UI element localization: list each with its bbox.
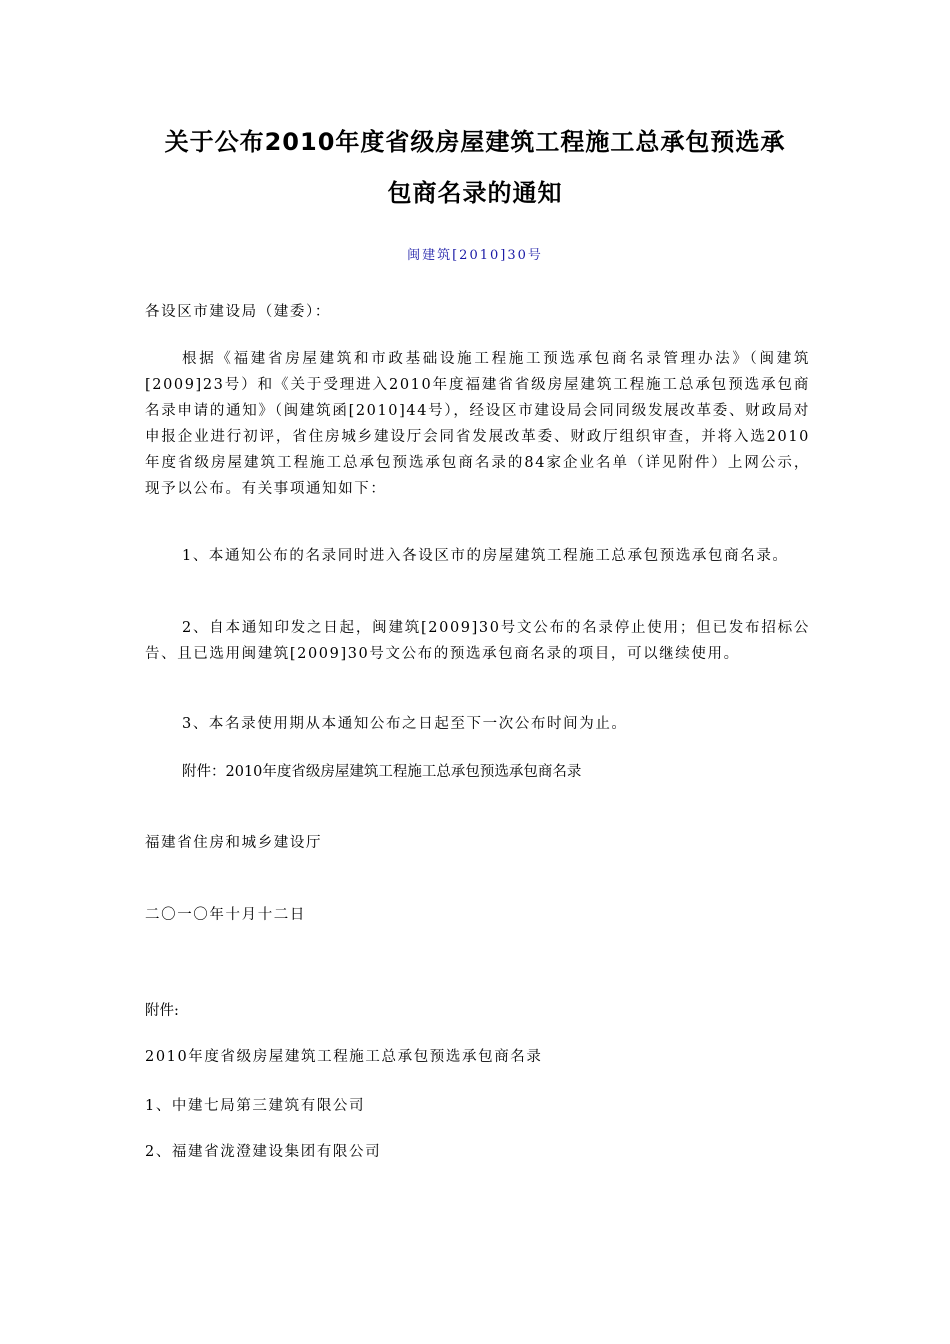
appendix-title: 2010年度省级房屋建筑工程施工总承包预选承包商名录 xyxy=(145,1049,543,1065)
notice-item-2: 2、自本通知印发之日起，闽建筑[2009]30号文公布的名录停止使用；但已发布招标公告、且已选用闽建筑[2009]30号文公布的预选承包商名录的项目，可以继续使用。 xyxy=(145,620,810,662)
appendix-label: 附件: xyxy=(145,1003,179,1019)
issuer-name: 福建省住房和城乡建设厅 xyxy=(145,835,323,851)
document-title-line-2: 包商名录的通知 xyxy=(387,179,563,207)
company-list-item: 2、福建省泷澄建设集团有限公司 xyxy=(145,1144,382,1160)
company-list-item: 1、中建七局第三建筑有限公司 xyxy=(145,1098,366,1114)
document-title-line-1: 关于公布2010年度省级房屋建筑工程施工总承包预选承 xyxy=(164,128,786,156)
notice-item-3: 3、本名录使用期从本通知公布之日起至下一次公布时间为止。 xyxy=(182,716,628,732)
main-paragraph: 根据《福建省房屋建筑和市政基础设施工程施工预选承包商名录管理办法》（闽建筑[2009]23号）和《关于受理进入2010年度福建省省级房屋建筑工程施工总承包预选承包商名录申请的通知》（闽建筑函[2010]44号），经设区市建设局会同同级发展改革委、财政局对申报企业进行初评，省住房城乡建设厅会同省发展改革委、财政厅组织审查，并将入选2010年度省级房屋建筑工程施工总承包预选承包商名录的84家企业名单（详见附件）上网公示，现予以公布。有关事项通知如下： xyxy=(145,351,810,497)
salutation: 各设区市建设局（建委）： xyxy=(145,304,331,320)
attachment-note: 附件：2010年度省级房屋建筑工程施工总承包预选承包商名录 xyxy=(182,764,582,780)
document-number: 闽建筑[2010]30号 xyxy=(407,248,543,263)
issue-date: 二〇一〇年十月十二日 xyxy=(145,907,306,923)
notice-item-1: 1、本通知公布的名录同时进入各设区市的房屋建筑工程施工总承包预选承包商名录。 xyxy=(182,548,789,564)
